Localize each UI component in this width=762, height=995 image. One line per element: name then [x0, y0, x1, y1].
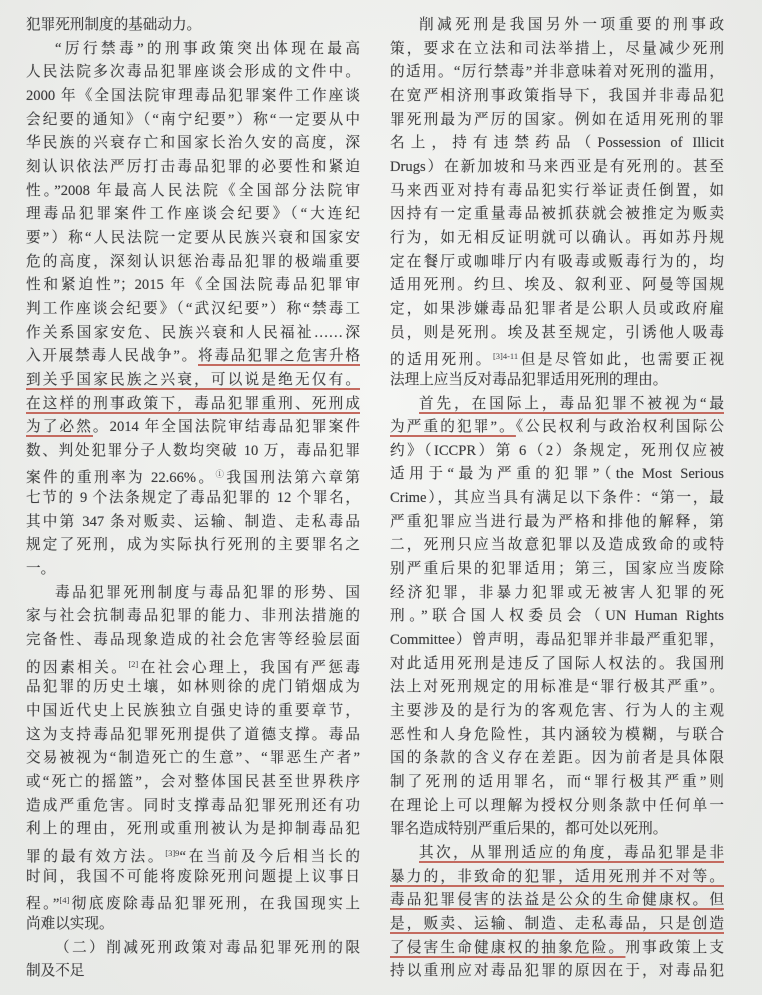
- text-segment: 在宽严相济刑事政策指导下，我国并非毒品犯: [390, 87, 724, 104]
- text-segment: 性和紧迫性”；2015 年《全国法院毒品犯罪审: [26, 277, 360, 294]
- text-line: [390, 227, 724, 251]
- text-segment: 制了死刑的适用罪名，而“罪行极其严重”则: [390, 774, 724, 790]
- text-line: [26, 511, 360, 535]
- text-line: [390, 558, 724, 582]
- text-line: [26, 274, 360, 298]
- text-segment: 中国近代史上民族独立自强史诗的重要章节，: [26, 703, 360, 720]
- text-line: [26, 913, 360, 937]
- text-segment: 持以重刑应对毒品犯罪的原因在于，对毒品犯: [390, 963, 724, 980]
- text-line: [26, 487, 360, 511]
- text-segment: 严重犯罪应当进行最为严格和排他的解释，第: [390, 513, 724, 530]
- underlined-text: 是，贩卖、运输、制造、走私毒品，只是创造: [390, 915, 724, 932]
- text-line: [390, 203, 724, 227]
- text-line: [390, 440, 724, 464]
- text-segment: 的适用死刑。: [390, 352, 493, 369]
- text-line: [26, 298, 360, 322]
- text-line: [26, 534, 360, 558]
- text-line: [26, 393, 360, 417]
- text-segment: 行为，如无相反证明就可以确认。再如苏丹规: [390, 229, 724, 246]
- text-line: [26, 322, 360, 346]
- text-segment: 我国刑法第六章第: [226, 470, 360, 487]
- text-segment: “厉行禁毒”的刑事政策突出体现在最高: [55, 40, 360, 57]
- text-segment: 刻认识依法严厉打击毒品犯罪的必要性和紧迫: [26, 158, 360, 175]
- text-line: [390, 795, 724, 819]
- underlined-text: 其次，从罪刑适应的角度，毒品犯罪是非: [419, 844, 724, 861]
- text-line: [390, 724, 724, 748]
- text-line: [390, 369, 724, 393]
- underlined-text: 将毒品犯罪之危害升格: [198, 348, 360, 365]
- text-line: [26, 109, 360, 133]
- text-segment: 规定了死刑，成为实际执行死刑的主要罪名之: [26, 537, 360, 554]
- text-line: [26, 203, 360, 227]
- underlined-text: 首先，在国际上，毒品犯罪不被视为“最: [419, 395, 724, 412]
- text-line: [390, 61, 724, 85]
- text-segment: 因持有一定重量毒品被抓获就会被推定为贩卖: [390, 206, 724, 223]
- text-line: [26, 676, 360, 700]
- text-segment: 但是尽管如此，也需要正视: [518, 352, 724, 369]
- text-segment: 。2014 年全国法院审结毒品犯罪案件: [92, 419, 360, 436]
- underlined-text: 到关乎国家民族之兴衰，可以说是绝无仅有。: [26, 371, 360, 388]
- text-line: [26, 818, 360, 842]
- text-segment: 适用死刑。约旦、埃及、叙利亚、阿曼等国规: [390, 277, 724, 294]
- text-segment: 刑事政策上支: [625, 939, 724, 956]
- text-segment: 作关系国家安危、民族兴衰和人民福祉……深: [26, 324, 360, 341]
- text-segment: 彻底废除毒品犯罪死刑，在我国现实上: [69, 896, 360, 913]
- text-line: [390, 842, 724, 866]
- text-line: [26, 866, 360, 890]
- text-line: [390, 511, 724, 535]
- underlined-text: 为严重的犯罪”。: [390, 419, 516, 436]
- text-segment: 在社会心理上，我国有严惩毒: [138, 659, 360, 676]
- text-segment: （二）削减死刑政策对毒品犯罪死刑的限: [55, 939, 360, 956]
- text-segment: 理毒品犯罪案件工作座谈会纪要》（“大连纪: [26, 206, 360, 223]
- text-segment: 马来西亚对持有毒品犯实行举证责任倒置，如: [390, 182, 724, 199]
- text-segment: 约》（ICCPR）第 6（2）条规定，死刑仅应被: [390, 442, 724, 459]
- text-line: [26, 85, 360, 109]
- text-segment: 策，要求在立法和司法举措上，尽量减少死刑: [390, 40, 724, 57]
- footnote-marker: [2]: [128, 658, 139, 669]
- text-segment: 毒品犯罪死刑制度与毒品犯罪的形势、国: [55, 584, 360, 601]
- text-segment: 对此适用死刑是违反了国际人权法的。我国刑: [390, 655, 724, 672]
- text-line: [26, 629, 360, 653]
- text-line: [26, 842, 360, 866]
- text-segment: 定在餐厅或咖啡厅内有吸毒或贩毒行为的，均: [390, 253, 724, 270]
- text-segment: 削减死刑是我国另外一项重要的刑事政: [419, 17, 724, 33]
- text-segment: 主要涉及的是行为的客观危害、行为人的主观: [390, 703, 724, 720]
- text-line: [390, 180, 724, 204]
- text-segment: 要”）称“人民法院一定要从民族兴衰和国家安: [26, 229, 360, 246]
- underlined-text: 在这样的刑事政策下，毒品犯罪重刑、死刑成: [26, 395, 360, 412]
- text-line: [390, 866, 724, 890]
- text-line: [390, 937, 724, 961]
- text-segment: 的适用。“厉行禁毒”并非意味着对死刑的滥用，: [390, 64, 724, 81]
- text-line: [390, 534, 724, 558]
- text-line: [26, 251, 360, 275]
- text-line: [26, 653, 360, 677]
- text-segment: 判工作座谈会纪要》（“武汉纪要”）称“禁毒工: [26, 300, 360, 317]
- text-line: [390, 582, 724, 606]
- text-segment: 罪名造成特别严重后果的，都可处以死刑。: [390, 821, 668, 838]
- text-segment: 数、判处犯罪分子人数均突破 10 万，毒品犯罪: [26, 442, 360, 459]
- text-line: [26, 960, 360, 984]
- text-segment: 尚难以实现。: [26, 915, 114, 932]
- text-segment: 这为支持毒品犯罪死刑提供了道德支撑。毒品: [26, 726, 360, 743]
- text-segment: 案件的重刑率为 22.66%。: [26, 470, 216, 487]
- text-line: [26, 227, 360, 251]
- text-line: [390, 653, 724, 677]
- text-line: [390, 132, 724, 156]
- text-segment: 刑。”联合国人权委员会（UN Human Rights: [390, 608, 724, 625]
- text-line: [26, 132, 360, 156]
- text-line: [26, 369, 360, 393]
- text-line: [390, 913, 724, 937]
- text-line: [390, 818, 724, 842]
- text-line: [26, 61, 360, 85]
- text-segment: 程。”: [26, 896, 60, 913]
- text-segment: 在理论上可以理解为授权分则条款中任何单一: [390, 797, 724, 814]
- text-line: [390, 700, 724, 724]
- footnote-marker: [3]9: [165, 847, 180, 858]
- text-line: [26, 440, 360, 464]
- text-segment: 入开展禁毒人民战争”。: [26, 348, 199, 365]
- text-segment: 其中第 347 条对贩卖、运输、制造、走私毒品: [26, 513, 360, 530]
- footnote-marker: [3]4-11: [492, 351, 519, 362]
- underlined-text: 了侵害生命健康权的抽象危险。: [390, 939, 626, 956]
- text-segment: 犯罪死刑制度的基础动力。: [26, 17, 202, 33]
- text-line: [26, 582, 360, 606]
- text-segment: 品犯罪的历史土壤，如林则徐的虎门销烟成为: [26, 679, 360, 696]
- text-line: [26, 747, 360, 771]
- text-line: [26, 14, 360, 38]
- text-line: [26, 889, 360, 913]
- text-line: [390, 416, 724, 440]
- text-segment: 或“死亡的摇篮”，会对整体国民甚至世界秩序: [26, 774, 360, 790]
- text-line: [26, 180, 360, 204]
- text-line: [26, 156, 360, 180]
- text-segment: 经济犯罪，非暴力犯罪或无被害人犯罪的死: [390, 584, 724, 601]
- footnote-marker: ①: [215, 469, 227, 480]
- text-line: [26, 38, 360, 62]
- text-line: [390, 960, 724, 984]
- text-line: [26, 605, 360, 629]
- text-segment: 一。: [26, 561, 56, 578]
- text-line: [390, 889, 724, 913]
- text-line: [26, 558, 360, 582]
- text-segment: 恶性和人身危险性，其内涵较为模糊，与联合: [390, 726, 724, 743]
- text-segment: 国的条款的含义存在差距。因为前者是具体限: [390, 750, 724, 767]
- text-segment: 《公民权利与政治权利国际公: [515, 419, 724, 436]
- text-segment: 员，则是死刑。埃及甚至规定，引诱他人吸毒: [390, 324, 724, 341]
- text-segment: 二，死刑只应当故意犯罪以及造成致命的或特: [390, 537, 724, 554]
- text-line: [26, 700, 360, 724]
- text-segment: 危的高度，深刻认识惩治毒品犯罪的极端重要: [26, 253, 360, 270]
- text-line: [390, 156, 724, 180]
- text-line: [26, 795, 360, 819]
- text-segment: 性。”2008 年最高人民法院《全国部分法院审: [26, 182, 360, 199]
- text-segment: 法上对死刑规定的用标准是“罪行极其严重”。: [390, 679, 724, 696]
- text-segment: “在当前及今后相当长的: [179, 848, 360, 865]
- text-line: [390, 487, 724, 511]
- underlined-text: 为了必然: [26, 419, 93, 436]
- text-line: [390, 38, 724, 62]
- text-segment: 名上，持有违禁药品（Possession of Illicit: [390, 135, 724, 152]
- text-segment: 别严重后果的犯罪适用；第三，国家应当废除: [390, 561, 724, 578]
- text-segment: 完备性、毒品现象造成的社会危害等经验层面: [26, 632, 360, 649]
- text-line: [26, 724, 360, 748]
- text-line: [390, 747, 724, 771]
- text-line: [390, 345, 724, 369]
- text-segment: 人民法院多次毒品犯罪座谈会形成的文件中。: [26, 64, 360, 81]
- text-line: [390, 463, 724, 487]
- text-segment: Drugs）在新加坡和马来西亚是有死刑的。甚至: [390, 158, 724, 175]
- text-line: [390, 14, 724, 38]
- text-segment: 利上的理由，死刑或重刑被认为是抑制毒品犯: [26, 821, 360, 838]
- text-segment: 法理上应当反对毒品犯罪适用死刑的理由。: [390, 371, 668, 388]
- text-line: [390, 298, 724, 322]
- left-column: [26, 14, 360, 984]
- text-segment: Crime），其应当具有满足以下条件：“第一，最: [390, 490, 724, 507]
- text-line: [26, 416, 360, 440]
- text-line: [390, 322, 724, 346]
- text-segment: 罪死刑最为严厉的国家。例如在适用死刑的罪: [390, 111, 724, 128]
- footnote-marker: [4]: [59, 895, 70, 906]
- text-line: [390, 251, 724, 275]
- text-segment: 家与社会抗制毒品犯罪的能力、非刑法措施的: [26, 608, 360, 625]
- text-segment: 华民族的兴衰存亡和国家长治久安的高度，深: [26, 135, 360, 152]
- right-column: [390, 14, 724, 984]
- underlined-text: 毒品犯罪侵害的法益是公众的生命健康权。但: [390, 892, 724, 909]
- text-line: [26, 771, 360, 795]
- text-segment: 罪的最有效方法。: [26, 848, 166, 865]
- text-line: [390, 771, 724, 795]
- text-segment: Committee）曾声明，毒品犯罪并非最严重犯罪，: [390, 632, 724, 649]
- text-segment: 会纪要的通知》（“南宁纪要”）称“一定要从中: [26, 111, 360, 128]
- text-line: [26, 463, 360, 487]
- text-segment: 制及不足: [26, 963, 85, 980]
- text-line: [390, 629, 724, 653]
- text-line: [390, 85, 724, 109]
- text-segment: 造成严重危害。同时支撑毒品犯罪死刑还有功: [26, 797, 360, 814]
- text-line: [390, 676, 724, 700]
- text-line: [390, 393, 724, 417]
- text-line: [390, 605, 724, 629]
- text-segment: 定，如果涉嫌毒品犯罪者是公职人员或政府雇: [390, 300, 724, 317]
- text-segment: 适用于“最为严重的犯罪”（the Most Serious: [390, 466, 724, 483]
- text-segment: 2000 年《全国法院审理毒品犯罪案件工作座谈: [26, 87, 360, 104]
- text-line: [26, 345, 360, 369]
- text-line: [390, 109, 724, 133]
- underlined-text: 暴力的，非致命的犯罪，适用死刑并不对等。: [390, 868, 724, 885]
- text-segment: 七节的 9 个法条规定了毒品犯罪的 12 个罪名，: [26, 490, 360, 507]
- text-segment: 时间，我国不可能将废除死刑问题提上议事日: [26, 868, 360, 885]
- text-line: [26, 937, 360, 961]
- text-line: [390, 274, 724, 298]
- text-segment: 交易被视为“制造死亡的生意”、“罪恶生产者”: [26, 750, 360, 767]
- text-segment: 的因素相关。: [26, 659, 129, 676]
